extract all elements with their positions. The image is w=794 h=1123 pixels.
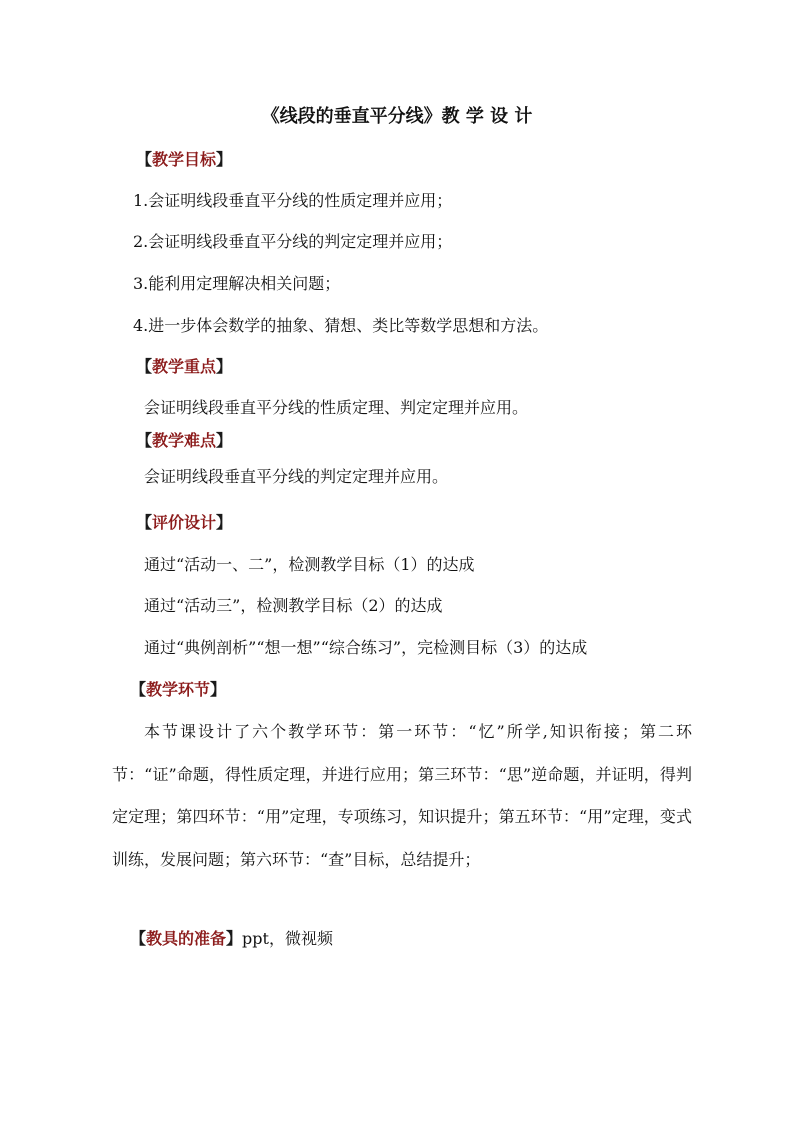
- process-heading-text: 教学环节: [146, 680, 211, 699]
- key-points-text: 会证明线段垂直平分线的性质定理、判定定理并应用。: [144, 398, 529, 417]
- bracket-close: 】: [216, 513, 233, 532]
- page-title: 《线段的垂直平分线》教 学 设 计: [261, 106, 533, 127]
- difficulties-heading: [136, 431, 232, 451]
- materials-heading-text: 教具的准备: [146, 929, 227, 948]
- bracket-close: 】: [216, 357, 233, 376]
- bracket-close: 】: [226, 929, 243, 948]
- materials-line: [130, 929, 333, 949]
- process-heading: [130, 680, 226, 700]
- objective-item-1: 1.会证明线段垂直平分线的性质定理并应用；: [133, 191, 453, 210]
- difficulties-text: 会证明线段垂直平分线的判定定理并应用。: [144, 467, 449, 486]
- bracket-close: 】: [216, 150, 233, 169]
- bracket-open: 【: [136, 431, 153, 450]
- objective-item-4: 4.进一步体会数学的抽象、猜想、类比等数学思想和方法。: [133, 316, 549, 335]
- materials-text: ppt，微视频: [242, 929, 333, 948]
- materials-heading: [130, 929, 242, 948]
- evaluation-item-3: 通过“典例剖析”“想一想”“综合练习”，完检测目标（3）的达成: [144, 638, 588, 657]
- bracket-open: 【: [136, 150, 153, 169]
- objectives-heading: [136, 150, 232, 170]
- bracket-close: 】: [210, 680, 227, 699]
- bracket-open: 【: [130, 680, 147, 699]
- process-paragraph: 本节课设计了六个教学环节：第一环节：“忆”所学,知识衔接；第二环节：“证”命题，得性质定理，并进行应用；第三环节：“思”逆命题，并证明，得判定定理；第四环节：“用”定理，专项练习，知识提升；第五环节：“用”定理，变式训练，发展问题；第六环节：“查”目标，总结提升；: [112, 722, 692, 869]
- difficulties-heading-text: 教学难点: [152, 431, 217, 450]
- key-points-heading: [136, 357, 232, 377]
- evaluation-item-1: 通过“活动一、二”，检测教学目标（1）的达成: [144, 555, 475, 574]
- bracket-open: 【: [136, 357, 153, 376]
- bracket-close: 】: [216, 431, 233, 450]
- bracket-open: 【: [136, 513, 153, 532]
- evaluation-heading-text: 评价设计: [152, 513, 217, 532]
- bracket-open: 【: [130, 929, 147, 948]
- evaluation-heading: [136, 513, 232, 533]
- key-points-heading-text: 教学重点: [152, 357, 217, 376]
- evaluation-item-2: 通过“活动三”，检测教学目标（2）的达成: [144, 596, 443, 615]
- objective-item-3: 3.能利用定理解决相关问题；: [133, 274, 341, 293]
- objective-item-2: 2.会证明线段垂直平分线的判定定理并应用；: [133, 232, 453, 251]
- objectives-heading-text: 教学目标: [152, 150, 217, 169]
